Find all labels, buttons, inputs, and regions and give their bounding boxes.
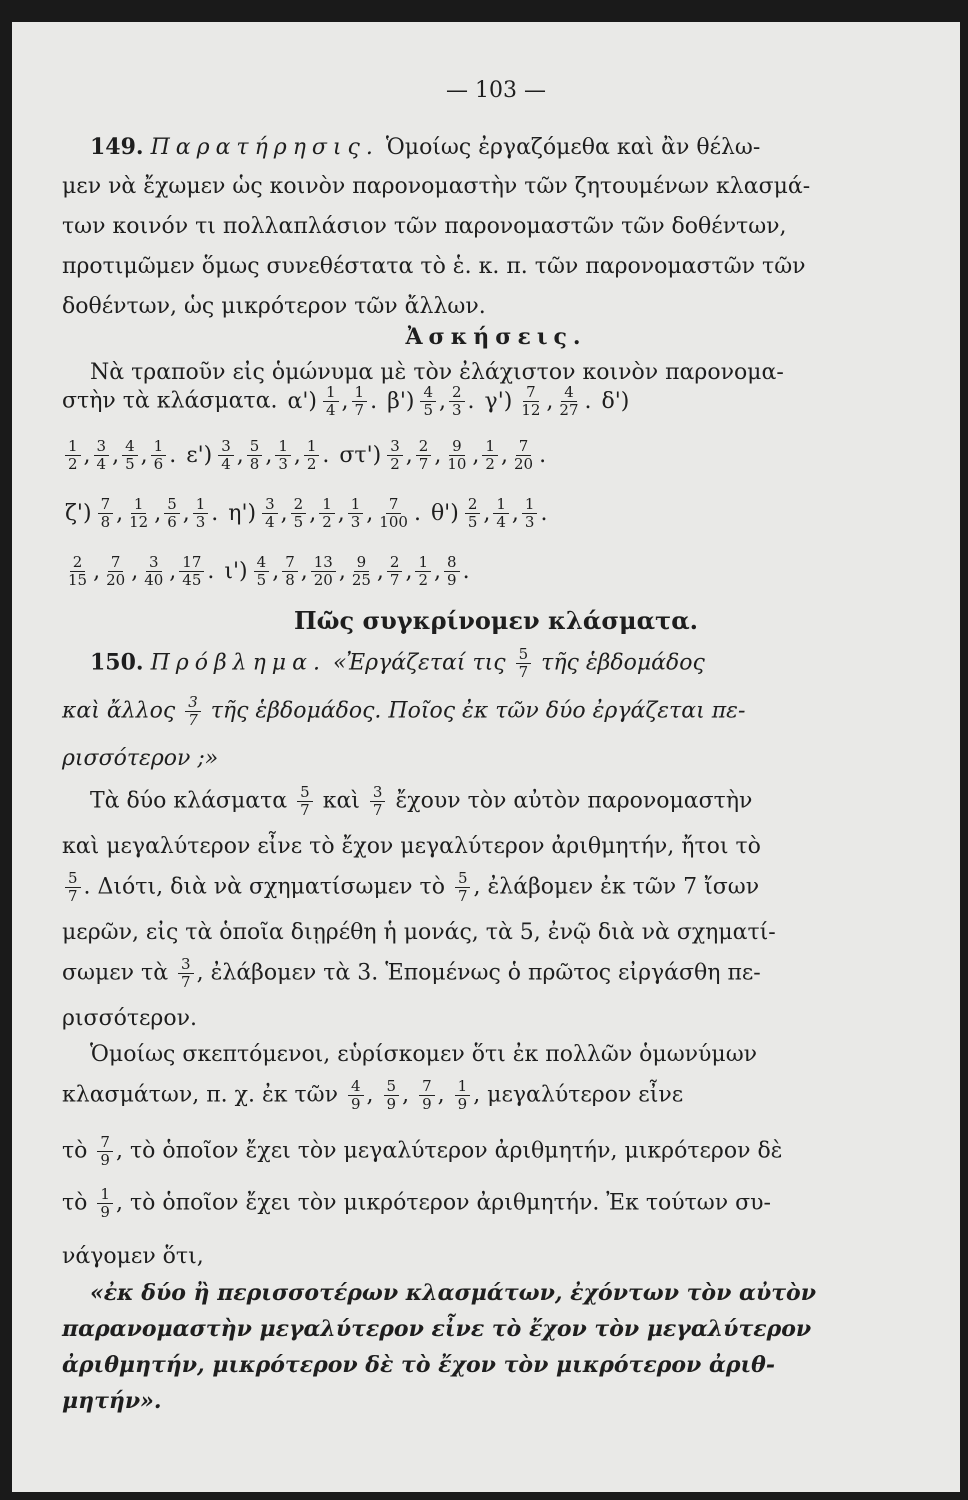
text-line: νάγομεν ὅτι,: [62, 1244, 204, 1269]
numerator: 7: [523, 384, 539, 402]
p150-text-9: [62, 1134, 783, 1169]
p150-line-2: [62, 694, 745, 729]
text-line: Νὰ τραποῦν εἰς ὁμώνυμα μὲ τὸν ἐλάχιστον κοινὸν παρονομα-: [90, 360, 784, 385]
text-span: καὶ ἄλλος: [62, 698, 176, 724]
text-line: των κοινόν τι πολλαπλάσιον τῶν παρονομαστῶν τῶν δοθέντων,: [62, 214, 787, 239]
page-number: — 103 —: [446, 78, 546, 103]
rule-line: ἀριθμητήν, μικρότερον δὲ τὸ ἔχον τὸν μικρότερον ἀριθ-: [62, 1352, 775, 1378]
exercise-group: [599, 389, 633, 414]
text-span: Τὰ δύο κλάσματα: [90, 788, 288, 814]
denominator: 4: [96, 455, 107, 473]
fraction: $\frac{1}{9}$: [97, 1186, 113, 1221]
numerator: 3: [146, 554, 162, 572]
p150-line-1: [90, 646, 705, 681]
text-span: , μεγαλύτερον εἶνε: [473, 1082, 684, 1108]
fraction: [291, 496, 307, 531]
exercise-label: θ'): [430, 500, 459, 526]
numerator: 1: [323, 384, 339, 402]
exercise-group: η') $\frac{3}{4}$ , $\frac{2}{5}$ , $\frac{1}{2}$ , $\frac{1}{3}$ , $\frac{7}{100}$ .: [228, 495, 421, 531]
denominator: 4: [326, 401, 336, 419]
fraction: [151, 438, 167, 473]
numerator: 3: [94, 438, 110, 456]
numerator: 9: [354, 554, 370, 572]
denominator: 7: [354, 401, 365, 419]
exercise-group: γ') $\frac{7}{12}$ , $\frac{4}{27}$ .: [484, 383, 592, 419]
exercise-label: η'): [228, 500, 257, 526]
numerator: 7: [282, 554, 298, 572]
text-line: μεν νὰ ἔχωμεν ὡς κοινὸν παρονομαστὴν τῶν ζητουμένων κλασμά-: [62, 174, 811, 199]
text-span: στὴν τὰ κλάσματα.: [62, 388, 278, 414]
numerator: 2: [291, 496, 307, 514]
fraction: [141, 554, 166, 589]
denominator: 3: [524, 513, 535, 531]
denominator: 8: [249, 455, 260, 473]
text-span: κλασμάτων, π. χ. ἐκ τῶν: [62, 1082, 338, 1108]
fraction: [444, 438, 469, 473]
fraction: [65, 438, 81, 473]
fraction: [522, 496, 538, 531]
numerator: 17: [179, 554, 204, 572]
fraction: $\frac{5}{7}$: [455, 870, 471, 905]
denominator: 4: [265, 513, 275, 531]
numerator: 4: [254, 554, 270, 572]
exercise-group: ζ') $\frac{7}{8}$ , $\frac{1}{12}$ , $\frac{5}{6}$ , $\frac{1}{3}$ .: [65, 495, 219, 531]
text-span: , τὸ ὁποῖον ἔχει τὸν μεγαλύτερον ἀριθμητήν, μικρότερον δὲ: [115, 1138, 783, 1164]
text-span: Ὁμοίως ἐργαζόμεθα καὶ ἂν θέλω-: [385, 135, 761, 160]
exercises-heading: Ἀσκήσεις.: [405, 324, 587, 350]
text-line: μερῶν, εἰς τὰ ὁποῖα διῃρέθη ἡ μονάς, τὰ 5, ἐνῷ διὰ νὰ σχηματί-: [62, 920, 776, 945]
fraction: [247, 438, 263, 473]
fraction: [275, 438, 291, 473]
numerator: 7: [108, 554, 124, 572]
exercise-label: α'): [287, 388, 317, 414]
numerator: 1: [193, 496, 209, 514]
numerator: 5: [164, 496, 180, 514]
fraction: [262, 496, 278, 531]
fraction: [387, 438, 403, 473]
numerator: 1: [348, 496, 364, 514]
fraction: [254, 554, 270, 589]
numerator: 9: [449, 438, 465, 456]
numerator: 2: [416, 438, 432, 456]
fraction: [387, 554, 403, 589]
denominator: 2: [485, 455, 495, 473]
section-number: 150.: [90, 649, 144, 676]
denominator: 2: [390, 455, 400, 473]
denominator: 25: [351, 571, 371, 589]
text-span: . Διότι, διὰ νὰ σχηματίσωμεν τὸ: [83, 874, 445, 900]
denominator: 5: [423, 401, 433, 419]
fraction: $\frac{5}{7}$: [65, 870, 81, 905]
fraction: $\frac{1}{9}$: [455, 1078, 471, 1113]
p150-text-8: κλασμάτων, π. χ. ἐκ τῶν $\frac{4}{9}$ , $\frac{5}{9}$ , $\frac{7}{9}$ , $\frac{1}{9}$ , μεγαλύτερον εἶνε: [62, 1077, 684, 1113]
fraction: [348, 496, 364, 531]
numerator: 2: [465, 496, 481, 514]
text-span: τῆς ἑβδομάδος: [541, 650, 705, 676]
numerator: 13: [311, 554, 336, 572]
fraction: $\frac{4}{9}$: [348, 1078, 364, 1113]
denominator: 20: [513, 455, 534, 473]
section-title: Πρόβλημα.: [150, 650, 326, 676]
p150-text-1: [90, 784, 752, 819]
denominator: 6: [167, 513, 177, 531]
section-heading: Πῶς συγκρίνομεν κλάσματα.: [293, 606, 699, 635]
fraction: [193, 496, 209, 531]
fraction: [323, 384, 339, 419]
denominator: 3: [350, 513, 361, 531]
exercise-group: ε') $\frac{3}{4}$ , $\frac{5}{8}$ , $\frac{1}{3}$ , $\frac{1}{2}$ .: [186, 437, 330, 473]
numerator: 1: [131, 496, 147, 514]
numerator: 1: [319, 496, 335, 514]
fraction: [444, 554, 460, 589]
exercise-group: ι') $\frac{4}{5}$ , $\frac{7}{8}$ , $\frac{13}{20}$ , $\frac{9}{25}$ , $\frac{2}{7}$ , $\frac{1}{2}$ , $\frac{8}{9}$ .: [224, 553, 470, 589]
numerator: 1: [352, 384, 368, 402]
text-span: ἔχουν τὸν αὐτὸν παρονομαστὴν: [395, 788, 753, 814]
fraction: [304, 438, 320, 473]
fraction: [103, 554, 128, 589]
denominator: 15: [68, 571, 88, 589]
numerator: 1: [151, 438, 167, 456]
denominator: 2: [418, 571, 429, 589]
numerator: 4: [122, 438, 138, 456]
rule-line: «ἐκ δύο ἢ περισσοτέρων κλασμάτων, ἐχόντων τὸν αὐτὸν: [90, 1280, 816, 1306]
denominator: 7: [418, 455, 429, 473]
fraction: $\frac{7}{9}$: [97, 1134, 113, 1169]
denominator: 12: [521, 401, 541, 419]
exercise-label: στ'): [339, 442, 382, 468]
text-span: τὸ: [62, 1138, 88, 1164]
denominator: 7: [389, 571, 400, 589]
numerator: 5: [247, 438, 263, 456]
p150-text-10: [62, 1186, 771, 1221]
numerator: 2: [449, 384, 465, 402]
numerator: 2: [387, 554, 403, 572]
exercise-group: θ') $\frac{2}{5}$ , $\frac{1}{4}$ , $\frac{1}{3}$ .: [430, 495, 548, 531]
fraction: [319, 496, 335, 531]
text-span: καὶ: [322, 788, 360, 814]
numerator: 3: [387, 438, 403, 456]
fraction: [556, 384, 581, 419]
fraction: [98, 496, 114, 531]
text-span: , ἐλάβομεν ἐκ τῶν 7 ἴσων: [473, 874, 760, 900]
numerator: 1: [65, 438, 81, 456]
fraction: [282, 554, 298, 589]
exercise-label: δ'): [601, 388, 630, 414]
denominator: 27: [559, 401, 579, 419]
fraction: [349, 554, 374, 589]
numerator: 1: [415, 554, 431, 572]
fraction: [376, 496, 411, 531]
denominator: 3: [278, 455, 288, 473]
denominator: 4: [496, 513, 506, 531]
exercise-row-3: [62, 496, 547, 531]
exercise-group: $\frac{2}{15}$ , $\frac{7}{20}$ , $\frac{3}{40}$ , $\frac{17}{45}$ .: [62, 559, 214, 584]
fraction: [465, 496, 481, 531]
fraction: $\frac{5}{7}$: [516, 646, 532, 681]
numerator: 7: [516, 438, 532, 456]
text-span: «Ἐργάζεταί τις: [332, 650, 506, 676]
fraction: [449, 384, 465, 419]
fraction: [179, 554, 204, 589]
text-line: δοθέντων, ὡς μικρότερον τῶν ἄλλων.: [62, 294, 486, 319]
rule-line: μητήν».: [62, 1388, 162, 1414]
fraction: $\frac{3}{7}$: [185, 694, 201, 729]
fraction: [416, 438, 432, 473]
fraction: [126, 496, 151, 531]
text-line: ρισσότερον ;»: [62, 746, 219, 771]
p150-text-5: [62, 956, 761, 991]
exercise-row-2: [62, 438, 546, 473]
p149-line-1: [90, 134, 760, 160]
fraction: [493, 496, 509, 531]
numerator: 2: [70, 554, 86, 572]
fraction: [420, 384, 436, 419]
text-span: σωμεν τὰ: [62, 960, 169, 986]
denominator: 3: [195, 513, 206, 531]
numerator: 3: [262, 496, 278, 514]
numerator: 1: [304, 438, 320, 456]
denominator: 45: [182, 571, 202, 589]
exercise-group: β') $\frac{4}{5}$ , $\frac{2}{3}$ .: [387, 383, 475, 419]
fraction: [518, 384, 543, 419]
section-title: Παρατήρησις.: [150, 135, 379, 160]
denominator: 10: [447, 455, 467, 473]
section-number: 149.: [90, 134, 144, 160]
denominator: 100: [379, 513, 408, 531]
book-page: [12, 22, 960, 1492]
text-line: ρισσότερον.: [62, 1006, 197, 1031]
denominator: 2: [322, 513, 332, 531]
fraction: $\frac{3}{7}$: [178, 956, 194, 991]
numerator: 1: [493, 496, 509, 514]
numerator: 1: [522, 496, 538, 514]
denominator: 6: [153, 455, 164, 473]
numerator: 8: [444, 554, 460, 572]
exercise-label: ι'): [224, 558, 248, 584]
denominator: 20: [106, 571, 126, 589]
fraction: [218, 438, 234, 473]
numerator: 3: [218, 438, 234, 456]
fraction: [122, 438, 138, 473]
exercise-label: ε'): [186, 442, 213, 468]
fraction: [482, 438, 498, 473]
numerator: 4: [420, 384, 436, 402]
denominator: 8: [100, 513, 111, 531]
denominator: 9: [447, 571, 457, 589]
denominator: 5: [467, 513, 478, 531]
fraction: $\frac{3}{7}$: [370, 784, 386, 819]
numerator: 7: [386, 496, 402, 514]
text-span: τὸ: [62, 1190, 88, 1216]
fraction: $\frac{7}{9}$: [419, 1078, 435, 1113]
denominator: 40: [144, 571, 164, 589]
exercise-group: στ') $\frac{3}{2}$ , $\frac{2}{7}$ , $\frac{9}{10}$ , $\frac{1}{2}$ , $\frac{7}{20}$ .: [339, 437, 547, 473]
numerator: 7: [98, 496, 114, 514]
denominator: 12: [129, 513, 149, 531]
exercise-group: α') $\frac{1}{4}$ , $\frac{1}{7}$ .: [287, 383, 378, 419]
exercise-group: $\frac{1}{2}$ , $\frac{3}{4}$ , $\frac{4}{5}$ , $\frac{1}{6}$ .: [62, 443, 176, 468]
fraction: [65, 554, 90, 589]
denominator: 2: [306, 455, 317, 473]
fraction: $\frac{5}{7}$: [297, 784, 313, 819]
fraction: [352, 384, 368, 419]
fraction: [94, 438, 110, 473]
exercise-row-1: [62, 384, 632, 419]
rule-line: παρανομαστὴν μεγαλύτερον εἶνε τὸ ἔχον τὸν μεγαλύτερον: [62, 1316, 812, 1342]
text-line: Ὁμοίως σκεπτόμενοι, εὑρίσκομεν ὅτι ἐκ πολλῶν ὁμωνύμων: [90, 1042, 758, 1067]
denominator: 2: [68, 455, 78, 473]
text-span: , τὸ ὁποῖον ἔχει τὸν μικρότερον ἀριθμητήν. Ἐκ τούτων συ-: [115, 1190, 771, 1216]
text-line: προτιμῶμεν ὅμως συνεθέστατα τὸ ἑ. κ. π. τῶν παρονομαστῶν τῶν: [62, 254, 806, 279]
text-span: , ἐλάβομεν τὰ 3. Ἑπομένως ὁ πρῶτος εἰργάσθη πε-: [196, 960, 761, 986]
fraction: [415, 554, 431, 589]
fraction: $\frac{5}{9}$: [384, 1078, 400, 1113]
denominator: 4: [221, 455, 231, 473]
exercise-row-4: [62, 554, 470, 589]
denominator: 20: [313, 571, 333, 589]
fraction: [164, 496, 180, 531]
numerator: 1: [482, 438, 498, 456]
numerator: 4: [561, 384, 577, 402]
text-line: καὶ μεγαλύτερον εἶνε τὸ ἔχον μεγαλύτερον ἀριθμητήν, ἤτοι τὸ: [62, 834, 761, 859]
fraction: [511, 438, 536, 473]
denominator: 5: [256, 571, 267, 589]
denominator: 5: [293, 513, 304, 531]
text-span: τῆς ἑβδομάδος. Ποῖος ἐκ τῶν δύο ἐργάζεται πε-: [210, 698, 746, 724]
denominator: 5: [125, 455, 135, 473]
exercise-label: γ'): [484, 388, 513, 414]
denominator: 8: [285, 571, 295, 589]
numerator: 1: [275, 438, 291, 456]
p150-text-3: [62, 870, 759, 905]
exercise-label: β'): [387, 388, 415, 414]
fraction: [311, 554, 336, 589]
denominator: 3: [452, 401, 462, 419]
exercise-label: ζ'): [65, 500, 92, 526]
